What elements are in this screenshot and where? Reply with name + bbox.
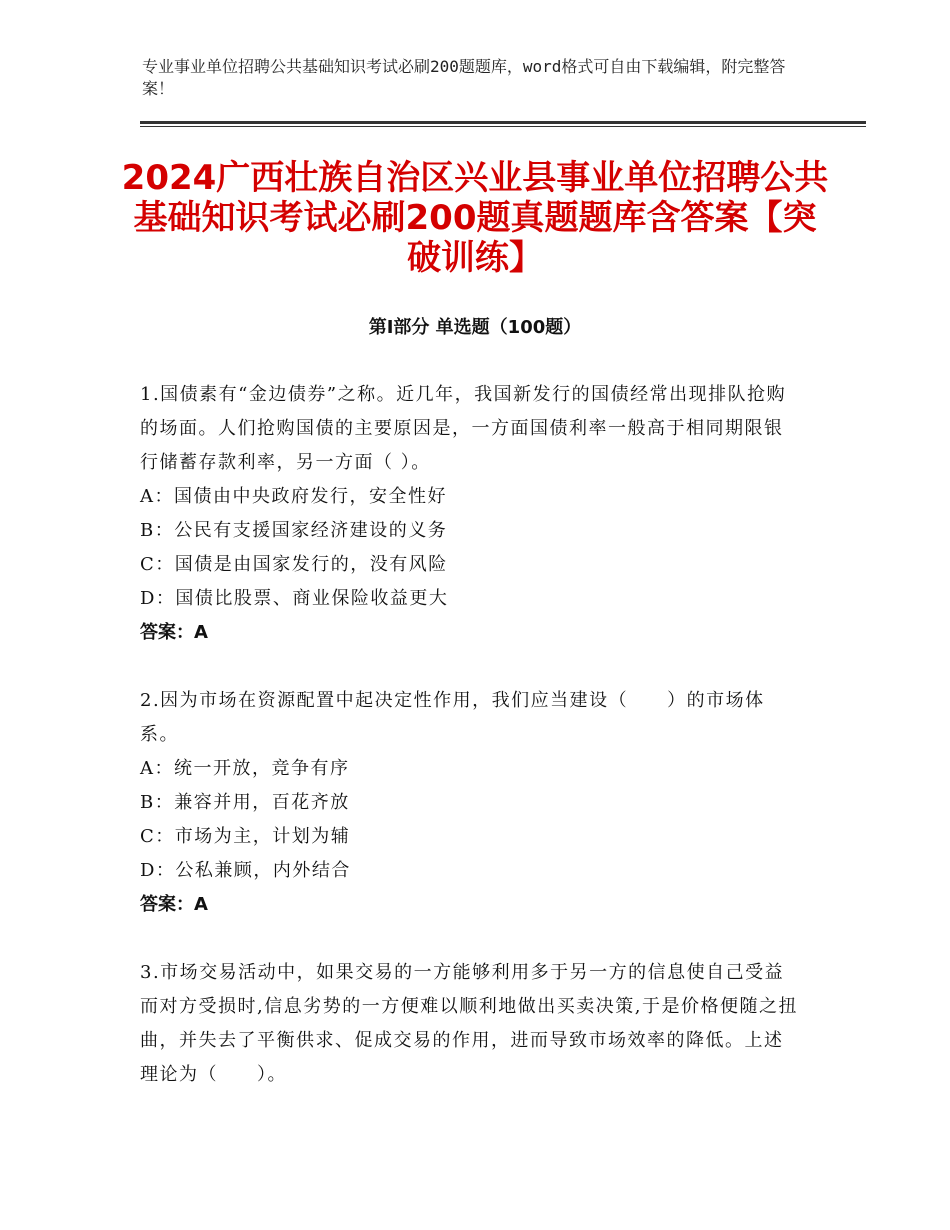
option-c: C：市场为主，计划为辅	[140, 826, 351, 847]
question-text: 3.市场交易活动中，如果交易的一方能够利用多于另一方的信息使自己受益而对方受损时,信息劣势的一方便难以顺利地做出买卖决策,于是价格便随之扭曲，并失去了平衡供求、促成交易的作用，进而导致市场效率的降低。上述理论为（ ）。	[140, 962, 798, 1085]
option-c: C：国债是由国家发行的，没有风险	[140, 554, 448, 575]
option-d: D：国债比股票、商业保险收益更大	[140, 588, 449, 609]
answer: 答案：A	[140, 622, 208, 643]
question-list	[140, 378, 800, 1126]
header-note: 专业事业单位招聘公共基础知识考试必刷200题题库，word格式可自由下载编辑，附完整答案！	[142, 57, 786, 98]
section-heading: 第Ⅰ部分 单选题（100题）	[368, 317, 582, 338]
header-divider-thick	[140, 121, 866, 124]
option-a: A：国债由中央政府发行，安全性好	[140, 486, 447, 507]
document-title: 2024广西壮族自治区兴业县事业单位招聘公共基础知识考试必刷200题真题题库含答案【突破训练】	[121, 158, 829, 278]
question-1	[140, 378, 800, 650]
option-a: A：统一开放，竞争有序	[140, 758, 350, 779]
header-divider-thin	[140, 126, 866, 127]
option-b: B：兼容并用，百花齐放	[140, 792, 350, 813]
question-text: 1.国债素有“金边债券”之称。近几年，我国新发行的国债经常出现排队抢购的场面。人们抢购国债的主要原因是，一方面国债利率一般高于相同期限银行储蓄存款利率，另一方面（ ）。	[140, 384, 787, 473]
question-2	[140, 684, 800, 922]
option-b: B：公民有支援国家经济建设的义务	[140, 520, 448, 541]
option-d: D：公私兼顾，内外结合	[140, 860, 351, 881]
answer: 答案：A	[140, 894, 208, 915]
question-text: 2.因为市场在资源配置中起决定性作用，我们应当建设（ ）的市场体系。	[140, 690, 765, 745]
question-3	[140, 956, 800, 1092]
